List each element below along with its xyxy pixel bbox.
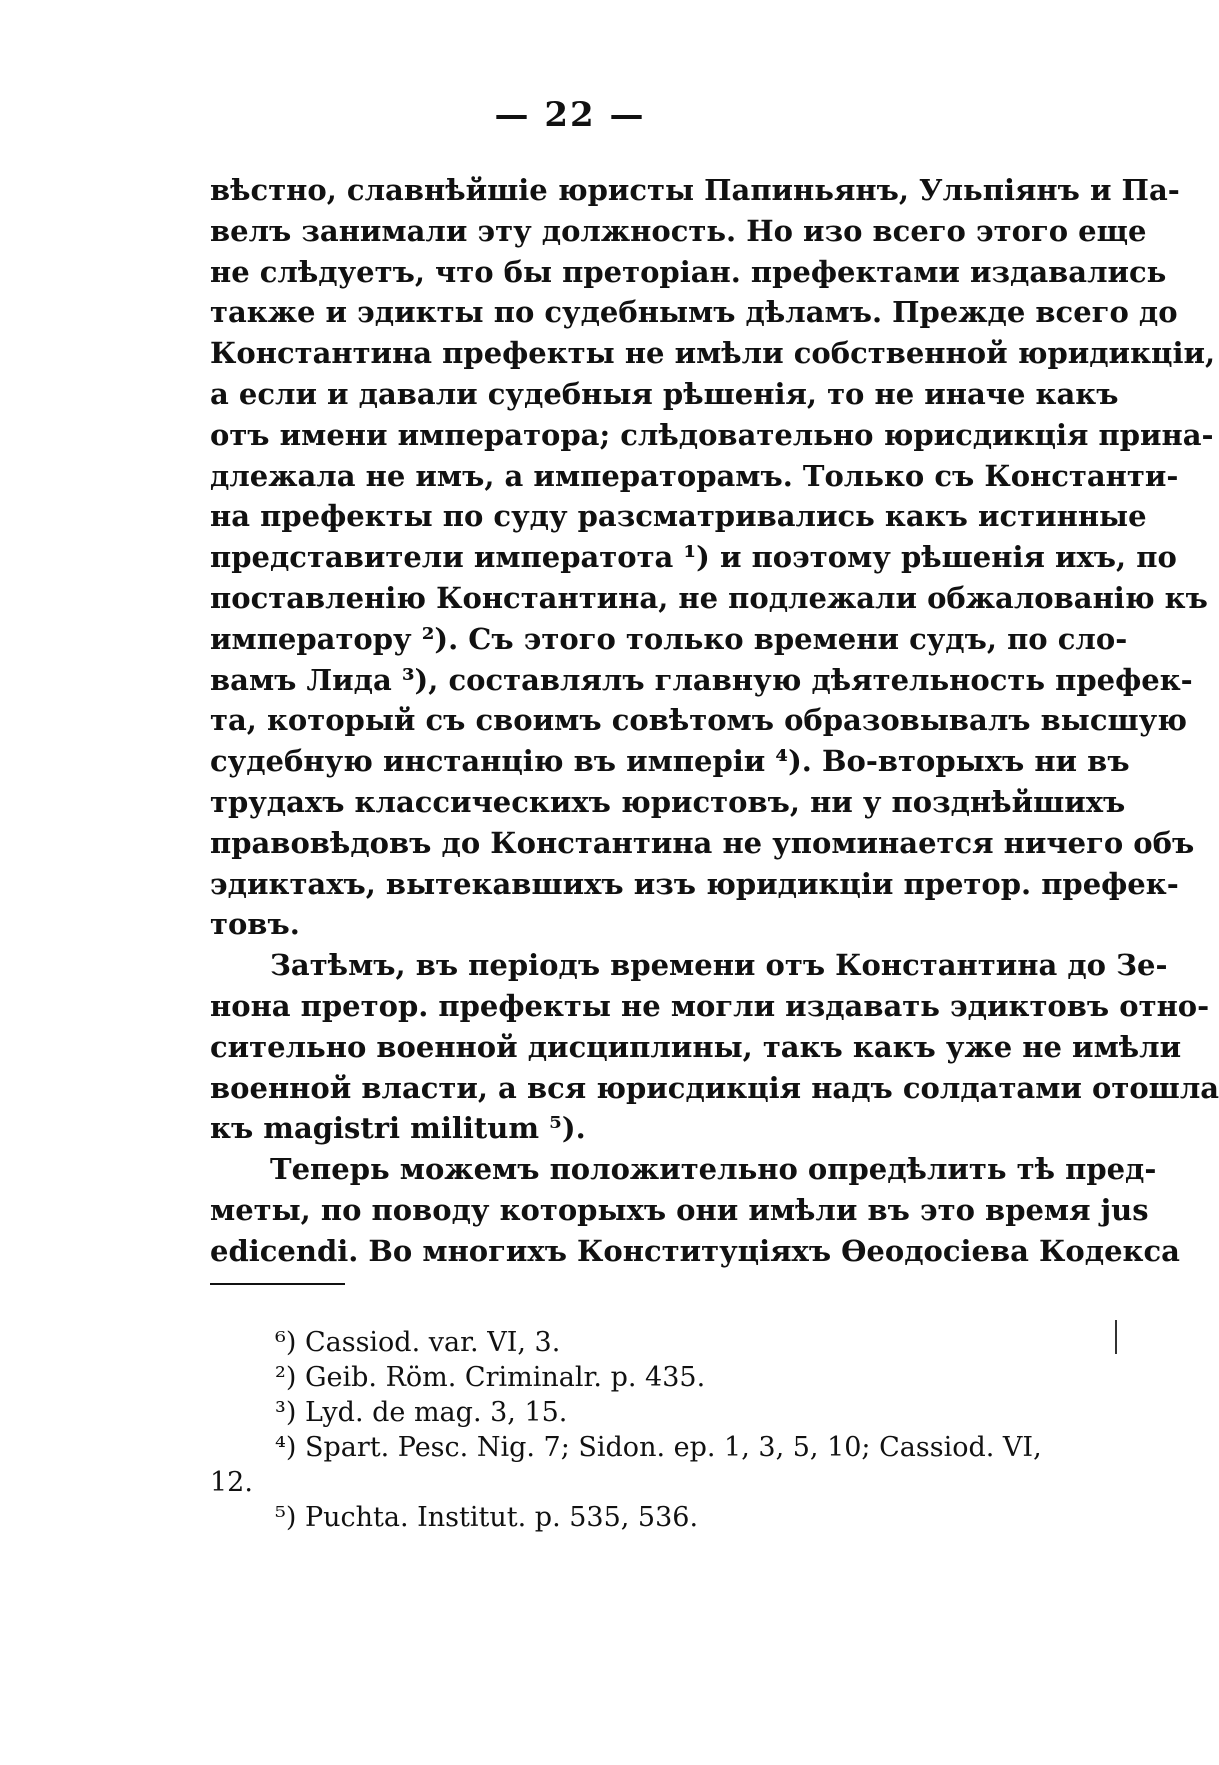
text-line: отъ имени императора; слѣдовательно юрисдикція прина-: [210, 417, 1214, 452]
footnote-mark: ³): [275, 1397, 297, 1428]
footnote: [210, 1430, 1042, 1465]
footnote-text: Puchta. Institut. p. 535, 536.: [304, 1502, 699, 1533]
text-line: на префекты по суду разсматривались какъ истинные: [210, 499, 1147, 534]
text-line: меты, по поводу которыхъ они имѣли въ это время jus: [210, 1192, 1149, 1227]
text-line: поставленію Константина, не подлежали обжалованію къ: [210, 580, 1208, 615]
text-line: императору ²). Съ этого только времени судъ, по сло-: [210, 621, 1128, 656]
margin-mark: [1115, 1320, 1117, 1354]
footnote-mark: ⁶): [275, 1327, 297, 1358]
text-line: товъ.: [210, 907, 300, 942]
text-line: а если и давали судебныя рѣшенія, то не иначе какъ: [210, 376, 1119, 411]
text-line: сительно военной дисциплины, такъ какъ уже не имѣли: [210, 1029, 1182, 1064]
footnote-mark: ⁵): [275, 1502, 297, 1533]
text-line: вамъ Лида ³), составлялъ главную дѣятельность префек-: [210, 662, 1193, 697]
text-line: нона претор. префекты не могли издавать эдиктовъ отно-: [210, 988, 1210, 1023]
footnotes: [210, 1325, 1042, 1535]
text-line: длежала не имъ, а императорамъ. Только съ Константи-: [210, 458, 1179, 493]
footnote-separator: [210, 1283, 345, 1285]
text-line: велъ занимали эту должность. Но изо всего этого еще: [210, 213, 1147, 248]
text-line: представители императота ¹) и поэтому рѣшенія ихъ, по: [210, 540, 1177, 575]
page-number: — 22 —: [494, 95, 646, 135]
text-line: не слѣдуетъ, что бы преторіан. префектами издавались: [210, 254, 1167, 289]
text-line: Константина префекты не имѣли собственной юридикціи,: [210, 336, 1216, 371]
text-line: правовѣдовъ до Константина не упоминается ничего объ: [210, 825, 1195, 860]
text-line: та, который съ своимъ совѣтомъ образовывалъ высшую: [210, 703, 1187, 738]
text-line: трудахъ классическихъ юристовъ, ни у позднѣйшихъ: [210, 784, 1126, 819]
footnote-mark: ⁴): [275, 1432, 297, 1463]
footnote-continuation: 12.: [210, 1467, 253, 1498]
body-text: [210, 170, 1219, 1272]
footnote: [210, 1395, 1020, 1430]
text-line: къ magistri militum ⁵).: [210, 1111, 586, 1146]
text-line: судебную инстанцію въ имперіи ⁴). Во-вторыхъ ни въ: [210, 744, 1130, 779]
text-line: также и эдикты по судебнымъ дѣламъ. Прежде всего до: [210, 295, 1178, 330]
footnote: [210, 1360, 1020, 1395]
text-line: эдиктахъ, вытекавшихъ изъ юридикціи претор. префек-: [210, 866, 1179, 901]
footnote-text: Spart. Pesc. Nig. 7; Sidon. ep. 1, 3, 5, 10; Cassiod. VI,: [304, 1432, 1042, 1463]
text-line: вѣстно, славнѣйшіе юристы Папиньянъ, Ульпіянъ и Па-: [210, 173, 1180, 207]
paragraph-start-line: Затѣмъ, въ періодъ времени отъ Константина до Зе-: [270, 948, 1168, 983]
paragraph-start-line: Теперь можемъ положительно опредѣлить тѣ пред-: [270, 1152, 1157, 1187]
text-line: военной власти, а вся юрисдикція надъ солдатами отошла: [210, 1070, 1219, 1105]
footnote-text: Geib. Röm. Criminalr. p. 435.: [304, 1362, 706, 1393]
footnote-mark: ²): [275, 1362, 297, 1393]
footnote-text: Cassiod. var. VI, 3.: [304, 1327, 561, 1358]
footnote: [210, 1500, 1020, 1535]
footnote: [210, 1325, 1020, 1360]
text-line: edicendi. Во многихъ Конституціяхъ Ѳеодосіева Кодекса: [210, 1233, 1180, 1268]
footnote-text: Lyd. de mag. 3, 15.: [304, 1397, 568, 1428]
